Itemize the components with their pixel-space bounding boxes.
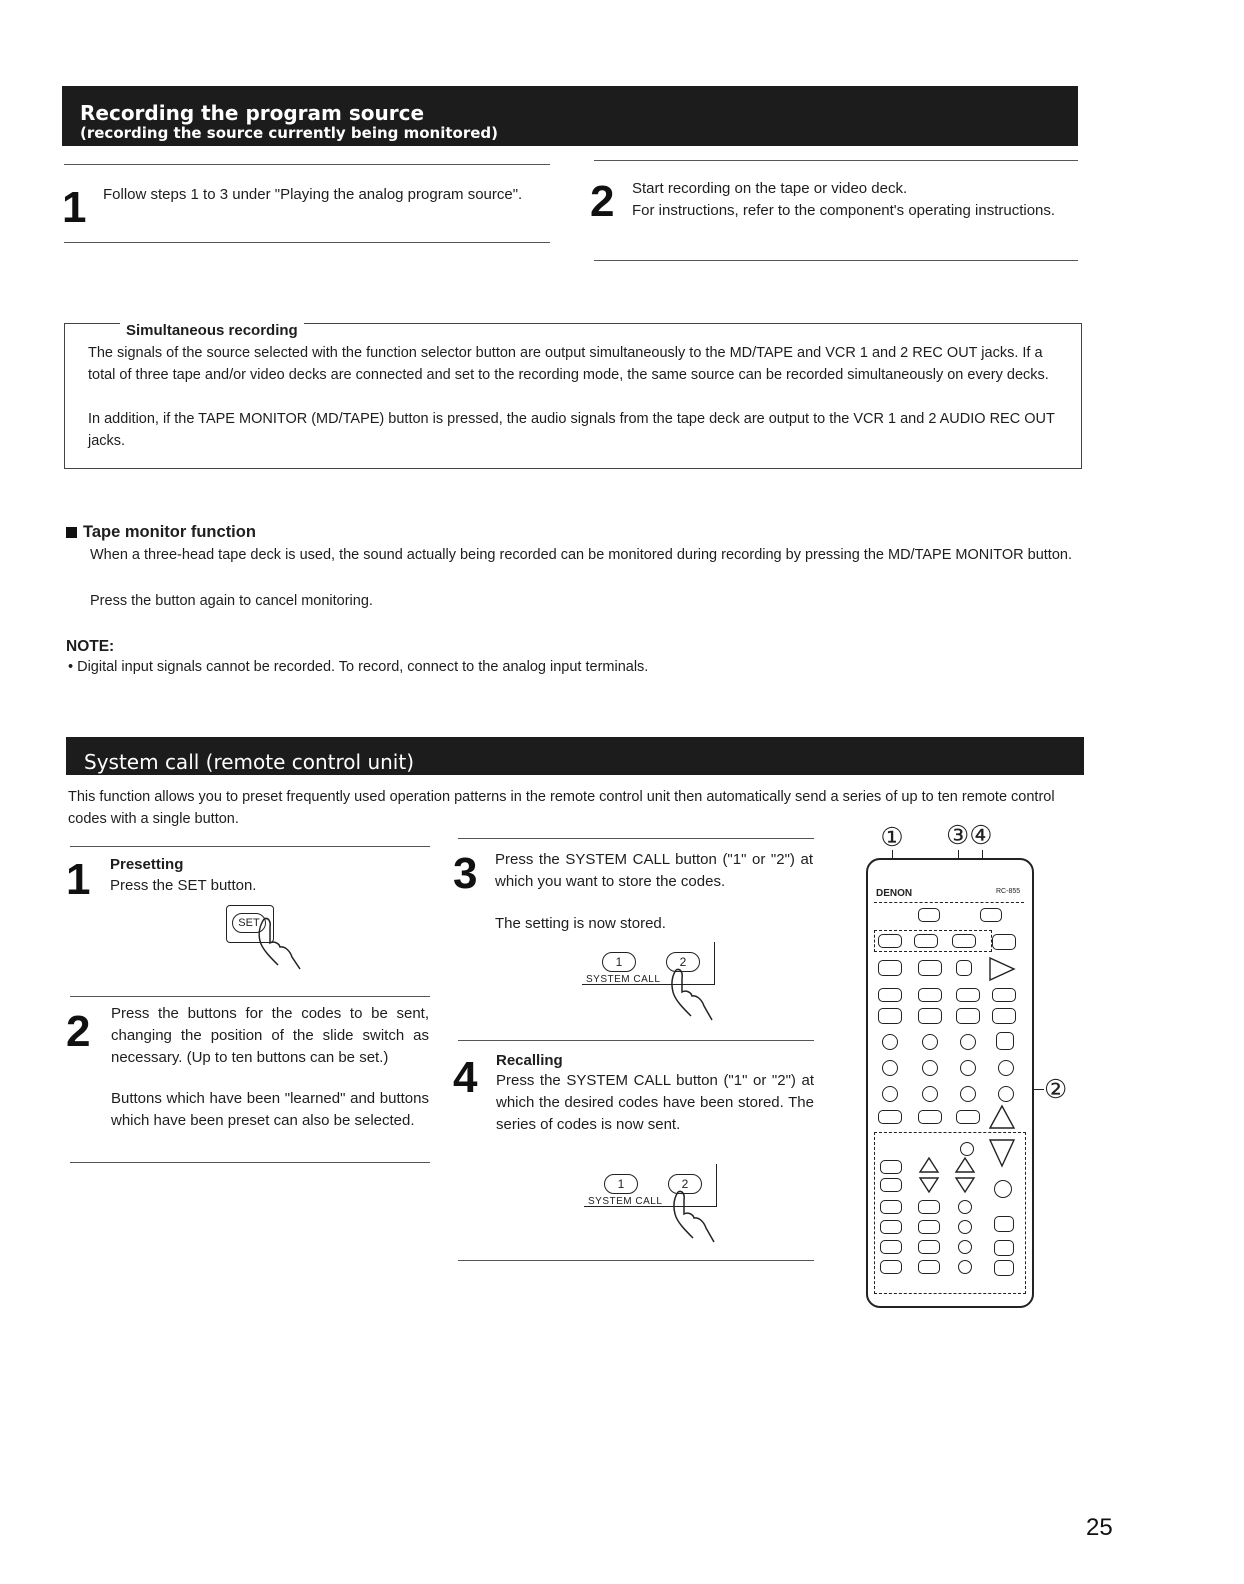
system-call-label: SYSTEM CALL <box>588 1196 663 1207</box>
system-call-illustration <box>582 942 722 1024</box>
set-button: SET <box>232 913 266 933</box>
step-number: 1 <box>62 183 87 232</box>
tape-monitor-paragraph-1: When a three-head tape deck is used, the sound actually being recorded can be monitored during recording by pressing the MD/TAPE MONITOR button. <box>90 547 1072 563</box>
step-text: Follow steps 1 to 3 under "Playing the analog program source". <box>103 186 523 203</box>
simultaneous-paragraph-2: In addition, if the TAPE MONITOR (MD/TAPE) button is pressed, the audio signals from the tape deck are output to the VCR 1 and 2 AUDIO REC OUT jacks. <box>88 411 1055 449</box>
step-heading: Recalling <box>496 1052 563 1069</box>
callout-1: ① <box>880 822 904 852</box>
step-number: 3 <box>453 849 478 898</box>
pressing-finger-icon <box>672 1188 724 1246</box>
step-text: Press the SYSTEM CALL button ("1" or "2") at which the desired codes have been stored. The series of codes is now sent. <box>496 1072 814 1133</box>
step-text: Press the SET button. <box>110 877 257 894</box>
simultaneous-recording-heading: Simultaneous recording <box>120 322 304 339</box>
system-call-intro: This function allows you to preset frequently used operation patterns in the remote control unit then automatically send a series of up to ten remote control codes with a single button. <box>68 789 1055 827</box>
pressing-finger-icon <box>248 915 308 973</box>
section-title: Recording the program source <box>80 101 425 125</box>
tape-monitor-heading: Tape monitor function <box>66 523 256 542</box>
note-heading: NOTE: <box>66 638 115 655</box>
pressing-finger-icon <box>670 966 722 1024</box>
section-subtitle: (recording the source currently being monitored) <box>80 124 498 142</box>
simultaneous-paragraph-1: The signals of the source selected with the function selector button are output simultaneously to the MD/TAPE and VCR 1 and 2 REC OUT jacks. If a total of three tape and/or video decks are connected and set to the recording mode, the same source can be recorded simultaneously on every decks. <box>88 345 1049 383</box>
step-number: 2 <box>590 177 615 226</box>
note-item: • Digital input signals cannot be recorded. To record, connect to the analog input terminals. <box>68 659 649 675</box>
square-bullet-icon <box>66 527 77 538</box>
system-call-button-2: 2 <box>666 952 700 972</box>
section-header-system-call <box>66 737 1084 775</box>
step-text: Start recording on the tape or video deck. <box>632 180 908 197</box>
step-text: Press the SYSTEM CALL button ("1" or "2") at which you want to store the codes. <box>495 851 813 890</box>
section-header-recording <box>62 86 1078 146</box>
callout-2: ② <box>1044 1074 1068 1104</box>
step-text-2: The setting is now stored. <box>495 915 666 932</box>
remote-brand: DENON <box>876 888 913 899</box>
page-number: 25 <box>1086 1514 1113 1541</box>
system-call-button-1: 1 <box>602 952 636 972</box>
step-heading: Presetting <box>110 856 184 873</box>
section-title: System call (remote control unit) <box>84 750 415 774</box>
set-button-illustration <box>226 905 306 971</box>
step-number: 1 <box>66 855 91 904</box>
step-number: 2 <box>66 1007 91 1056</box>
system-call-label: SYSTEM CALL <box>586 974 661 985</box>
tape-monitor-paragraph-2: Press the button again to cancel monitoring. <box>90 593 373 609</box>
bullet-icon: • <box>68 659 78 675</box>
step-text-2: Buttons which have been "learned" and buttons which have been preset can also be selected. <box>111 1090 429 1129</box>
system-call-button-2: 2 <box>668 1174 702 1194</box>
remote-control-illustration <box>866 858 1034 1308</box>
step-number: 4 <box>453 1053 478 1102</box>
step-text: Press the buttons for the codes to be sent, changing the position of the slide switch as necessary. (Up to ten buttons can be set.) <box>111 1005 429 1066</box>
system-call-illustration <box>584 1164 724 1246</box>
callout-3-4: ③④ <box>946 820 993 850</box>
step-text-2: For instructions, refer to the component's operating instructions. <box>632 202 1056 219</box>
system-call-button-1: 1 <box>604 1174 638 1194</box>
remote-model: RC-855 <box>996 888 1021 895</box>
